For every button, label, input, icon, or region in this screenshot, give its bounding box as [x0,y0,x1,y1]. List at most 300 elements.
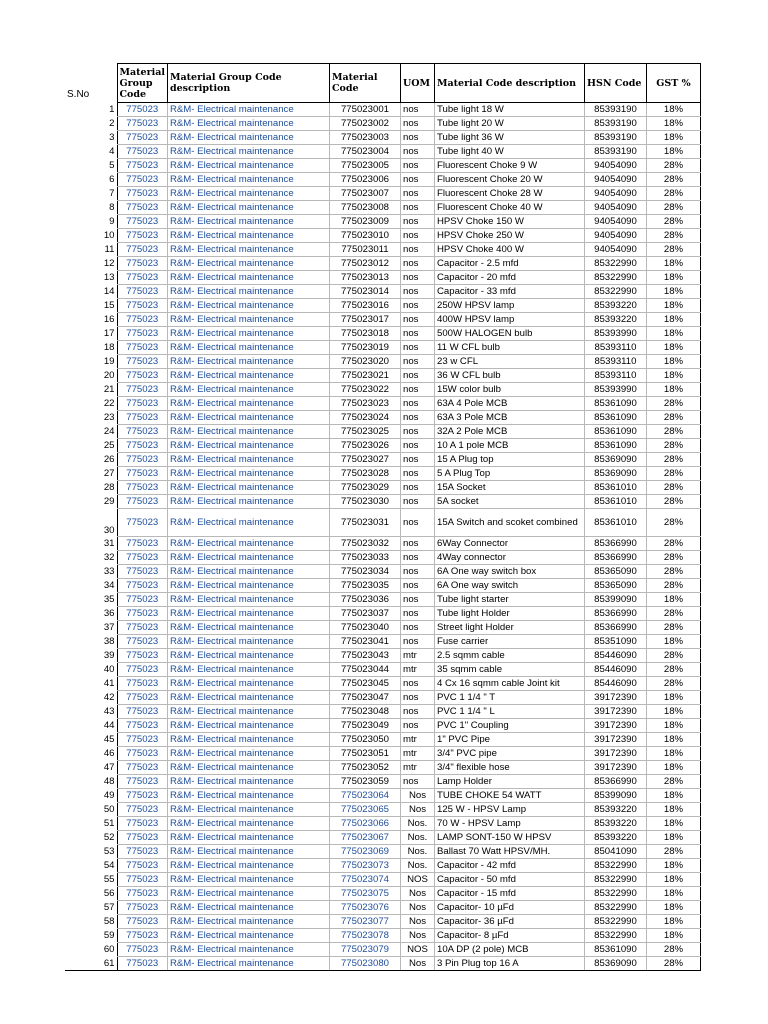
row-material-desc: 3 Pin Plug top 16 A [434,957,584,971]
header-hsn: HSN Code [584,64,646,103]
row-hsn-code: 85322990 [584,257,646,271]
row-group-desc: R&M- Electrical maintenance [167,271,329,285]
row-sno: 2 [109,118,115,129]
row-material-desc: 3/4" PVC pipe [434,747,584,761]
row-uom: nos [400,537,434,551]
row-material-desc: Tube light Holder [434,607,584,621]
row-group-code: 775023 [117,719,167,733]
row-gst: 18% [646,831,700,845]
row-group-desc: R&M- Electrical maintenance [167,873,329,887]
row-material-desc: 1" PVC Pipe [434,733,584,747]
row-uom: nos [400,243,434,257]
row-material-code: 775023077 [329,915,400,929]
row-gst: 18% [646,145,700,159]
row-gst: 28% [646,243,700,257]
row-hsn-code: 85361090 [584,439,646,453]
row-material-code: 775023051 [329,747,400,761]
row-group-desc: R&M- Electrical maintenance [167,509,329,537]
table-row [65,341,700,355]
header-material-code: Material Code [329,64,400,103]
row-hsn-code: 94054090 [584,215,646,229]
row-hsn-code: 85393990 [584,327,646,341]
row-uom: nos [400,481,434,495]
row-hsn-code: 85393220 [584,831,646,845]
row-material-desc: Tube light 36 W [434,131,584,145]
row-gst: 18% [646,789,700,803]
row-uom: Nos. [400,859,434,873]
row-gst: 28% [646,663,700,677]
row-group-code: 775023 [117,341,167,355]
row-material-code: 775023047 [329,691,400,705]
row-material-desc: 6Way Connector [434,537,584,551]
row-material-desc: Tube light 20 W [434,117,584,131]
row-uom: nos [400,103,434,117]
row-gst: 28% [646,201,700,215]
row-material-code: 775023008 [329,201,400,215]
row-gst: 18% [646,747,700,761]
row-sno: 47 [103,762,115,773]
row-uom: nos [400,705,434,719]
row-group-code: 775023 [117,453,167,467]
row-material-desc: Tube light 18 W [434,103,584,117]
header-material-desc: Material Code description [434,64,584,103]
row-uom: nos [400,593,434,607]
row-material-desc: 5 A Plug Top [434,467,584,481]
row-material-code: 775023012 [329,257,400,271]
row-uom: Nos [400,957,434,971]
row-uom: nos [400,621,434,635]
table-row [65,383,700,397]
row-group-code: 775023 [117,411,167,425]
table-row [65,719,700,733]
row-material-desc: Capacitor - 42 mfd [434,859,584,873]
row-uom: nos [400,439,434,453]
row-group-desc: R&M- Electrical maintenance [167,803,329,817]
row-material-desc: Fluorescent Choke 20 W [434,173,584,187]
row-sno: 7 [109,188,115,199]
row-sno: 19 [103,356,115,367]
row-material-code: 775023073 [329,859,400,873]
sno-header-label: S.No [67,89,90,100]
table-row [65,537,700,551]
row-group-code: 775023 [117,579,167,593]
row-hsn-code: 39172390 [584,705,646,719]
table-row [65,873,700,887]
table-row [65,229,700,243]
row-group-desc: R&M- Electrical maintenance [167,817,329,831]
row-group-desc: R&M- Electrical maintenance [167,369,329,383]
row-gst: 28% [646,775,700,789]
row-group-code: 775023 [117,831,167,845]
row-material-code: 775023020 [329,355,400,369]
row-material-code: 775023004 [329,145,400,159]
row-material-code: 775023027 [329,453,400,467]
row-sno: 15 [103,300,115,311]
row-group-code: 775023 [117,495,167,509]
row-sno: 11 [104,244,115,255]
table-row [65,957,700,971]
row-gst: 28% [646,467,700,481]
table-row [65,103,700,117]
row-group-code: 775023 [117,537,167,551]
row-gst: 28% [646,187,700,201]
row-uom: Nos [400,803,434,817]
row-group-code: 775023 [117,383,167,397]
row-gst: 28% [646,957,700,971]
row-material-code: 775023003 [329,131,400,145]
row-material-code: 775023078 [329,929,400,943]
row-group-desc: R&M- Electrical maintenance [167,929,329,943]
row-sno: 51 [103,818,115,829]
row-uom: NOS [400,943,434,957]
row-material-code: 775023029 [329,481,400,495]
row-sno: 60 [103,944,115,955]
row-gst: 28% [646,551,700,565]
row-hsn-code: 39172390 [584,747,646,761]
row-sno: 56 [103,888,115,899]
row-uom: nos [400,201,434,215]
row-group-code: 775023 [117,117,167,131]
row-group-code: 775023 [117,593,167,607]
row-uom: nos [400,677,434,691]
row-hsn-code: 85322990 [584,285,646,299]
row-sno: 52 [103,832,115,843]
row-hsn-code: 85322990 [584,901,646,915]
row-sno: 40 [103,664,115,675]
row-hsn-code: 85369090 [584,453,646,467]
row-gst: 18% [646,313,700,327]
row-group-code: 775023 [117,103,167,117]
row-material-desc: 23 w CFL [434,355,584,369]
row-sno: 26 [103,454,115,465]
row-group-code: 775023 [117,621,167,635]
row-sno: 10 [103,230,115,241]
row-material-code: 775023031 [329,509,400,537]
row-group-desc: R&M- Electrical maintenance [167,341,329,355]
row-group-desc: R&M- Electrical maintenance [167,915,329,929]
row-uom: nos [400,257,434,271]
row-material-code: 775023016 [329,299,400,313]
row-sno: 22 [103,398,115,409]
row-group-desc: R&M- Electrical maintenance [167,299,329,313]
row-group-desc: R&M- Electrical maintenance [167,229,329,243]
table-row [65,327,700,341]
row-material-desc: Tube light starter [434,593,584,607]
row-group-code: 775023 [117,285,167,299]
table-row [65,453,700,467]
row-uom: nos [400,411,434,425]
row-gst: 18% [646,327,700,341]
row-group-code: 775023 [117,803,167,817]
row-group-desc: R&M- Electrical maintenance [167,719,329,733]
row-uom: nos [400,355,434,369]
row-uom: mtr [400,663,434,677]
row-group-code: 775023 [117,187,167,201]
row-group-desc: R&M- Electrical maintenance [167,117,329,131]
row-gst: 28% [646,943,700,957]
table-row [65,285,700,299]
row-material-code: 775023005 [329,159,400,173]
row-uom: nos [400,327,434,341]
table-row [65,271,700,285]
row-sno: 49 [103,790,115,801]
row-gst: 18% [646,817,700,831]
row-hsn-code: 85361010 [584,509,646,537]
row-hsn-code: 85361010 [584,481,646,495]
row-material-code: 775023028 [329,467,400,481]
row-group-code: 775023 [117,705,167,719]
row-material-code: 775023059 [329,775,400,789]
row-group-desc: R&M- Electrical maintenance [167,285,329,299]
table-row [65,187,700,201]
row-group-desc: R&M- Electrical maintenance [167,397,329,411]
row-uom: nos [400,397,434,411]
row-sno: 5 [109,160,115,171]
row-sno: 29 [103,496,115,507]
row-material-desc: Capacitor- 8 µFd [434,929,584,943]
row-gst: 18% [646,257,700,271]
row-gst: 28% [646,607,700,621]
row-group-code: 775023 [117,873,167,887]
row-hsn-code: 85393190 [584,117,646,131]
row-sno: 35 [103,594,115,605]
table-row [65,579,700,593]
row-uom: nos [400,691,434,705]
table-row [65,733,700,747]
row-gst: 28% [646,481,700,495]
row-hsn-code: 85366990 [584,775,646,789]
row-group-code: 775023 [117,775,167,789]
row-material-code: 775023022 [329,383,400,397]
table-row [65,929,700,943]
table-row [65,705,700,719]
row-group-desc: R&M- Electrical maintenance [167,663,329,677]
table-row [65,817,700,831]
row-material-desc: 35 sqmm cable [434,663,584,677]
row-gst: 28% [646,649,700,663]
table-row [65,313,700,327]
row-material-code: 775023049 [329,719,400,733]
row-material-desc: Capacitor - 15 mfd [434,887,584,901]
row-group-desc: R&M- Electrical maintenance [167,635,329,649]
row-material-code: 775023066 [329,817,400,831]
table-row [65,425,700,439]
row-uom: nos [400,215,434,229]
row-uom: nos [400,775,434,789]
row-group-code: 775023 [117,439,167,453]
row-group-desc: R&M- Electrical maintenance [167,173,329,187]
row-group-code: 775023 [117,663,167,677]
row-material-desc: 15 A Plug top [434,453,584,467]
row-hsn-code: 85322990 [584,271,646,285]
row-sno: 38 [103,636,115,647]
row-sno: 18 [103,342,115,353]
table-row [65,439,700,453]
row-material-code: 775023050 [329,733,400,747]
row-group-desc: R&M- Electrical maintenance [167,243,329,257]
row-gst: 18% [646,887,700,901]
row-uom: nos [400,145,434,159]
row-group-code: 775023 [117,355,167,369]
row-group-desc: R&M- Electrical maintenance [167,761,329,775]
table-row [65,761,700,775]
row-sno: 43 [103,706,115,717]
row-group-desc: R&M- Electrical maintenance [167,481,329,495]
row-group-code: 775023 [117,677,167,691]
row-uom: nos [400,285,434,299]
row-uom: nos [400,565,434,579]
row-hsn-code: 85366990 [584,551,646,565]
row-uom: nos [400,117,434,131]
row-hsn-code: 85393990 [584,383,646,397]
row-sno: 37 [103,622,115,633]
row-material-desc: TUBE CHOKE 54 WATT [434,789,584,803]
row-uom: mtr [400,747,434,761]
row-uom: nos [400,607,434,621]
row-material-code: 775023045 [329,677,400,691]
row-sno: 53 [103,846,115,857]
row-group-desc: R&M- Electrical maintenance [167,691,329,705]
row-sno: 44 [103,720,115,731]
row-material-desc: Fluorescent Choke 40 W [434,201,584,215]
row-group-desc: R&M- Electrical maintenance [167,131,329,145]
row-sno: 16 [103,314,115,325]
row-material-code: 775023064 [329,789,400,803]
row-group-desc: R&M- Electrical maintenance [167,957,329,971]
row-uom: nos [400,313,434,327]
row-hsn-code: 85393110 [584,341,646,355]
row-sno: 1 [109,104,115,115]
row-gst: 18% [646,691,700,705]
row-group-code: 775023 [117,145,167,159]
row-material-desc: 15W color bulb [434,383,584,397]
row-gst: 18% [646,299,700,313]
row-group-code: 775023 [117,131,167,145]
row-material-code: 775023036 [329,593,400,607]
row-uom: nos [400,719,434,733]
row-gst: 28% [646,453,700,467]
row-gst: 28% [646,439,700,453]
row-sno: 48 [103,776,115,787]
row-material-code: 775023018 [329,327,400,341]
row-sno: 6 [109,174,115,185]
row-hsn-code: 85393190 [584,131,646,145]
row-gst: 18% [646,369,700,383]
row-material-desc: Capacitor - 33 mfd [434,285,584,299]
row-material-desc: Lamp Holder [434,775,584,789]
row-material-desc: PVC 1 1/4 " T [434,691,584,705]
row-uom: nos [400,579,434,593]
row-group-desc: R&M- Electrical maintenance [167,649,329,663]
row-hsn-code: 94054090 [584,173,646,187]
row-sno: 27 [103,468,115,479]
row-group-code: 775023 [117,649,167,663]
table-row [65,621,700,635]
row-uom: nos [400,131,434,145]
row-material-desc: 32A 2 Pole MCB [434,425,584,439]
row-hsn-code: 85365090 [584,579,646,593]
table-row [65,215,700,229]
table-row [65,789,700,803]
row-uom: mtr [400,649,434,663]
row-material-desc: 500W HALOGEN bulb [434,327,584,341]
table-row [65,677,700,691]
row-uom: Nos [400,901,434,915]
row-sno: 9 [109,216,115,227]
row-material-desc: Fluorescent Choke 28 W [434,187,584,201]
row-sno: 28 [103,482,115,493]
row-hsn-code: 85365090 [584,565,646,579]
row-sno: 4 [109,146,115,157]
row-sno: 17 [103,328,115,339]
row-material-code: 775023030 [329,495,400,509]
row-group-desc: R&M- Electrical maintenance [167,411,329,425]
row-group-code: 775023 [117,691,167,705]
row-group-code: 775023 [117,327,167,341]
row-material-code: 775023021 [329,369,400,383]
row-uom: nos [400,187,434,201]
row-group-code: 775023 [117,943,167,957]
row-group-code: 775023 [117,243,167,257]
row-group-code: 775023 [117,159,167,173]
row-material-code: 775023032 [329,537,400,551]
row-hsn-code: 85393220 [584,299,646,313]
row-uom: nos [400,229,434,243]
row-group-code: 775023 [117,915,167,929]
row-group-desc: R&M- Electrical maintenance [167,201,329,215]
table-row [65,257,700,271]
row-gst: 18% [646,117,700,131]
row-material-code: 775023007 [329,187,400,201]
row-group-code: 775023 [117,509,167,537]
table-row [65,551,700,565]
row-hsn-code: 85393220 [584,803,646,817]
header-row [65,64,700,103]
row-group-code: 775023 [117,607,167,621]
row-group-code: 775023 [117,229,167,243]
row-gst: 18% [646,103,700,117]
row-material-code: 775023001 [329,103,400,117]
row-gst: 28% [646,677,700,691]
row-material-code: 775023069 [329,845,400,859]
row-hsn-code: 85351090 [584,635,646,649]
row-sno: 58 [103,916,115,927]
row-hsn-code: 85446090 [584,649,646,663]
row-gst: 28% [646,509,700,537]
row-material-desc: 63A 3 Pole MCB [434,411,584,425]
row-material-desc: LAMP SONT-150 W HPSV [434,831,584,845]
row-group-code: 775023 [117,789,167,803]
row-hsn-code: 85322990 [584,859,646,873]
row-sno: 61 [65,957,117,971]
row-gst: 18% [646,355,700,369]
table-row [65,607,700,621]
row-group-code: 775023 [117,201,167,215]
table-row [65,159,700,173]
header-group-code: Material Group Code [117,64,167,103]
row-group-desc: R&M- Electrical maintenance [167,159,329,173]
row-uom: nos [400,341,434,355]
row-material-code: 775023074 [329,873,400,887]
row-gst: 18% [646,915,700,929]
row-group-code: 775023 [117,215,167,229]
row-uom: Nos [400,915,434,929]
row-group-code: 775023 [117,173,167,187]
row-group-desc: R&M- Electrical maintenance [167,845,329,859]
row-hsn-code: 85399090 [584,789,646,803]
row-material-code: 775023079 [329,943,400,957]
row-material-code: 775023065 [329,803,400,817]
